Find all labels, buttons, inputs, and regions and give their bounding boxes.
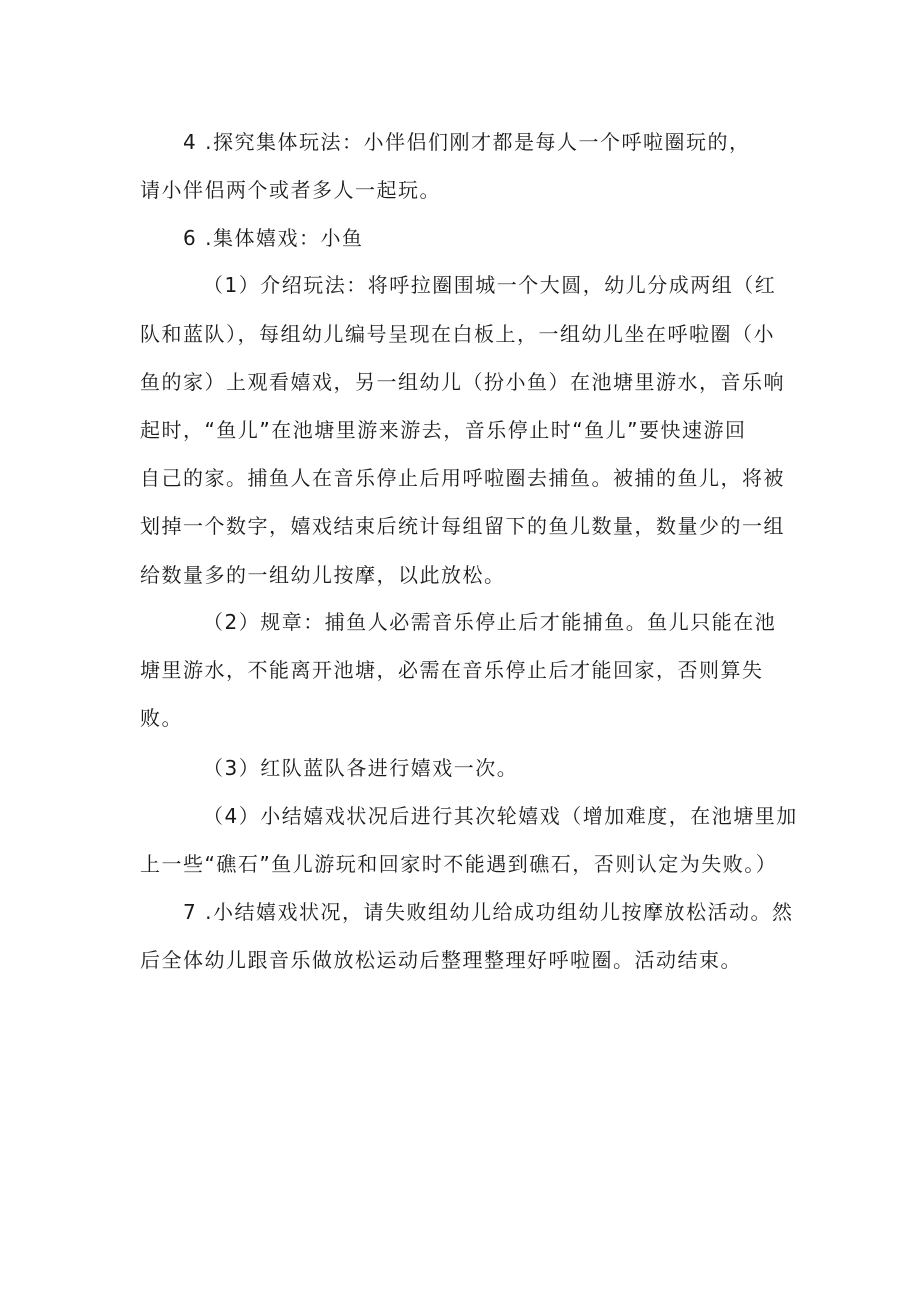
paragraph-line: （3）红队蓝队各进行嬉戏一次。 (203, 756, 519, 780)
paragraph-line: 败。 (140, 706, 183, 730)
paragraph-line: 塘里游水，不能离开池塘，必需在音乐停止后才能回家，否则算失 (140, 658, 764, 682)
paragraph-line: （1）介绍玩法：将呼拉圈围城一个大圆，幼儿分成两组（红 (203, 273, 777, 297)
paragraph-line: （4）小结嬉戏状况后进行其次轮嬉戏（增加难度，在池塘里加 (203, 804, 798, 828)
paragraph-line: 队和蓝队），每组幼儿编号呈现在白板上，一组幼儿坐在呼啦圈（小 (140, 322, 775, 346)
paragraph-line: 鱼的家）上观看嬉戏，另一组幼儿（扮小鱼）在池塘里游水，音乐响 (140, 370, 785, 394)
paragraph-line: 后全体幼儿跟音乐做放松运动后整理整理好呼啦圈。活动结束。 (140, 948, 742, 972)
paragraph-line: 7 .小结嬉戏状况，请失败组幼儿给成功组幼儿按摩放松活动。然 (183, 900, 794, 924)
paragraph-line: 起时，“鱼儿”在池塘里游来游去，音乐停止时“鱼儿”要快速游回 (140, 418, 747, 442)
paragraph-line: 请小伴侣两个或者多人一起玩。 (140, 178, 441, 202)
paragraph-line: 自己的家。捕鱼人在音乐停止后用呼啦圈去捕鱼。被捕的鱼儿，将被 (140, 466, 785, 490)
paragraph-line: 上一些“礁石”鱼儿游玩和回家时不能遇到礁石，否则认定为失败。） (140, 852, 778, 876)
paragraph-line: 给数量多的一组幼儿按摩，以此放松。 (140, 563, 506, 587)
paragraph-line: （2）规章：捕鱼人必需音乐停止后才能捕鱼。鱼儿只能在池 (203, 610, 777, 634)
paragraph-line: 划掉一个数字，嬉戏结束后统计每组留下的鱼儿数量，数量少的一组 (140, 514, 785, 538)
section-heading: 6 .集体嬉戏：小鱼 (183, 226, 364, 250)
paragraph-line: 4 .探究集体玩法：小伴侣们刚才都是每人一个呼啦圈玩的， (183, 130, 751, 154)
